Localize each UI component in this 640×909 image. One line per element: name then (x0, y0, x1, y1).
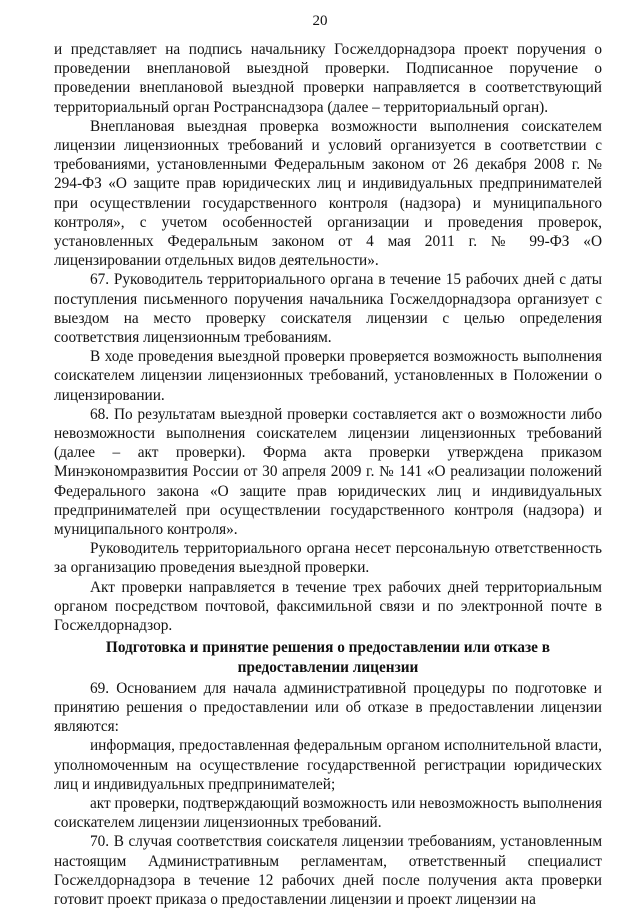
paragraph-responsibility: Руководитель территориального органа несет персональную ответственность за организацию проведения выездной проверки. (54, 540, 602, 577)
page-number: 20 (312, 13, 328, 29)
paragraph-67: 67. Руководитель территориального органа в течение 15 рабочих дней с даты поступления письменного поручения начальника Госжелдорнадзора организует с выездом на место проверку соискателя лицензии с целью определения соответствия лицензионным требованиям. (54, 271, 602, 347)
paragraph-69-item-information: информация, предоставленная федеральным органом исполнительной власти, уполномоченным на осуществление государственной регистрации юридических лиц и индивидуальных предпринимателей; (54, 737, 602, 793)
paragraph-69-item-act: акт проверки, подтверждающий возможность или невозможность выполнения соискателем лицензии лицензионных требований. (54, 794, 602, 832)
section-heading (54, 638, 602, 676)
paragraph-act-sending: Акт проверки направляется в течение трех рабочих дней территориальным органом посредством почтовой, факсимильной связи и по электронной почте в Госжелдорнадзор. (54, 578, 602, 635)
paragraph-69: 69. Основанием для начала административной процедуры по подготовке и принятию решения о предоставлении или об отказе в предоставлении лицензии являются: (54, 679, 602, 736)
section-heading-line-2: предоставлении лицензии (237, 658, 419, 676)
paragraph-unscheduled-inspection: Внеплановая выездная проверка возможности выполнения соискателем лицензии лицензионных требований и условий организуется в соответствии с требованиями, установленными Федеральным законом от 26 декабря 2008 г. № 294-ФЗ «О защите прав юридических лиц и индивидуальных предпринимателей при осуществлении государственного контроля (надзора) и муниципального контроля», с учетом особенностей организации и проведения проверок, установленных Федеральным законом от 4 мая 2011 г. № 99-ФЗ «О лицензировании отдельных видов деятельности». (54, 117, 602, 270)
paragraph-70: 70. В случая соответствия соискателя лицензии требованиям, установленным настоящим Административным регламентам, ответственный специалист Госжелдорнадзора в течение 12 рабочих дней после получения акта проверки готовит проект приказа о предоставлении лицензии и проект лицензии на (54, 833, 602, 908)
paragraph-68: 68. По результатам выездной проверки составляется акт о возможности либо невозможности выполнения соискателем лицензии лицензионных требований (далее – акт проверки). Форма акта проверки утверждена приказом Минэкономразвития России от 30 апреля 2009 г. № 141 «О реализации положений Федерального закона «О защите прав юридических лиц и индивидуальных предпринимателей при осуществлении государственного контроля (надзора) и муниципального контроля». (54, 405, 602, 539)
paragraph-inspection-scope: В ходе проведения выездной проверки проверяется возможность выполнения соискателем лицензии лицензионных требований, установленных в Положении о лицензировании. (54, 348, 602, 404)
document-body (54, 40, 602, 909)
paragraph-continuation: и представляет на подпись начальнику Госжелдорнадзора проект поручения о проведении внеплановой выездной проверки. Подписанное поручение о проведении внеплановой выездной проверки направляется в соответствующий территориальный орган Ространснадзора (далее – территориальный орган). (54, 41, 602, 116)
section-heading-line-1: Подготовка и принятие решения о предоставлении или отказе в (105, 639, 551, 657)
